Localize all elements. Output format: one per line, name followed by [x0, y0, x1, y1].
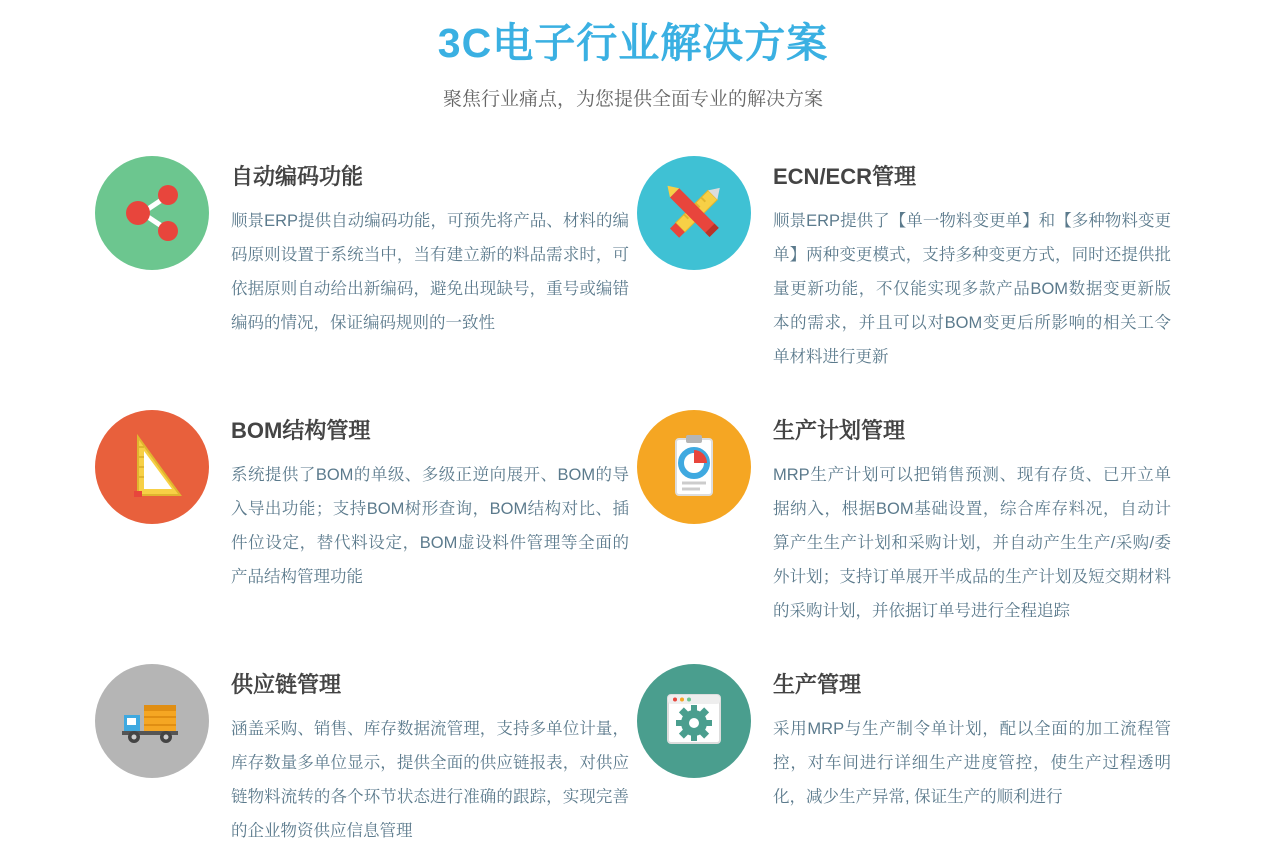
feature-description: 涵盖采购、销售、库存数据流管理，支持多单位计量，库存数量多单位显示，提供全面的供应链报表，对供应链物料流转的各个环节状态进行准确的跟踪，实现完善的企业物资供应信息管理	[231, 720, 629, 840]
feature-icon-wrap	[637, 156, 751, 270]
feature-icon-wrap	[95, 410, 209, 524]
pencil-ruler-icon	[637, 156, 751, 270]
feature-card-production-management	[637, 664, 1171, 848]
feature-title: 生产管理	[773, 672, 862, 697]
feature-card-bom-structure	[95, 410, 629, 628]
feature-title: ECN/ECR管理	[773, 164, 917, 189]
feature-title: 生产计划管理	[773, 418, 906, 443]
feature-card-ecn-ecr	[637, 156, 1171, 374]
feature-title: 自动编码功能	[231, 164, 364, 189]
feature-icon-wrap	[95, 664, 209, 778]
feature-description: 采用MRP与生产制令单计划，配以全面的加工流程管控，对车间进行详细生产进度管控，使生产过程透明化，减少生产异常, 保证生产的顺利进行	[773, 720, 1171, 806]
feature-title: BOM结构管理	[231, 418, 371, 443]
feature-card-production-plan	[637, 410, 1171, 628]
page-header	[0, 0, 1266, 114]
clipboard-chart-icon	[637, 410, 751, 524]
delivery-truck-icon	[95, 664, 209, 778]
feature-description: 顺景ERP提供了【单一物料变更单】和【多种物料变更单】两种变更模式，支持多种变更方式，同时还提供批量更新功能，不仅能实现多款产品BOM数据变更新版本的需求，并且可以对BOM变更后所影响的相关工令单材料进行更新	[773, 212, 1171, 366]
feature-icon-wrap	[637, 664, 751, 778]
feature-description: MRP生产计划可以把销售预测、现有存货、已开立单据纳入，根据BOM基础设置，综合库存料况，自动计算产生生产计划和采购计划，并自动产生生产/采购/委外计划；支持订单展开半成品的生产计划及短交期材料的采购计划，并依据订单号进行全程追踪	[773, 466, 1171, 620]
gear-monitor-icon	[637, 664, 751, 778]
page-subtitle: 聚焦行业痛点，为您提供全面专业的解决方案	[442, 89, 823, 110]
set-square-icon	[95, 410, 209, 524]
share-nodes-icon	[95, 156, 209, 270]
page-title: 3C电子行业解决方案	[437, 20, 829, 66]
feature-card-auto-coding	[95, 156, 629, 374]
feature-grid	[0, 156, 1266, 848]
feature-title: 供应链管理	[231, 672, 342, 697]
feature-icon-wrap	[637, 410, 751, 524]
feature-card-supply-chain	[95, 664, 629, 848]
feature-description: 系统提供了BOM的单级、多级正逆向展开、BOM的导入导出功能；支持BOM树形查询，BOM结构对比、插件位设定，替代料设定，BOM虚设料件管理等全面的产品结构管理功能	[231, 466, 629, 586]
feature-icon-wrap	[95, 156, 209, 270]
feature-description: 顺景ERP提供自动编码功能，可预先将产品、材料的编码原则设置于系统当中，当有建立新的料品需求时，可依据原则自动给出新编码，避免出现缺号，重号或编错编码的情况，保证编码规则的一致性	[231, 212, 629, 332]
